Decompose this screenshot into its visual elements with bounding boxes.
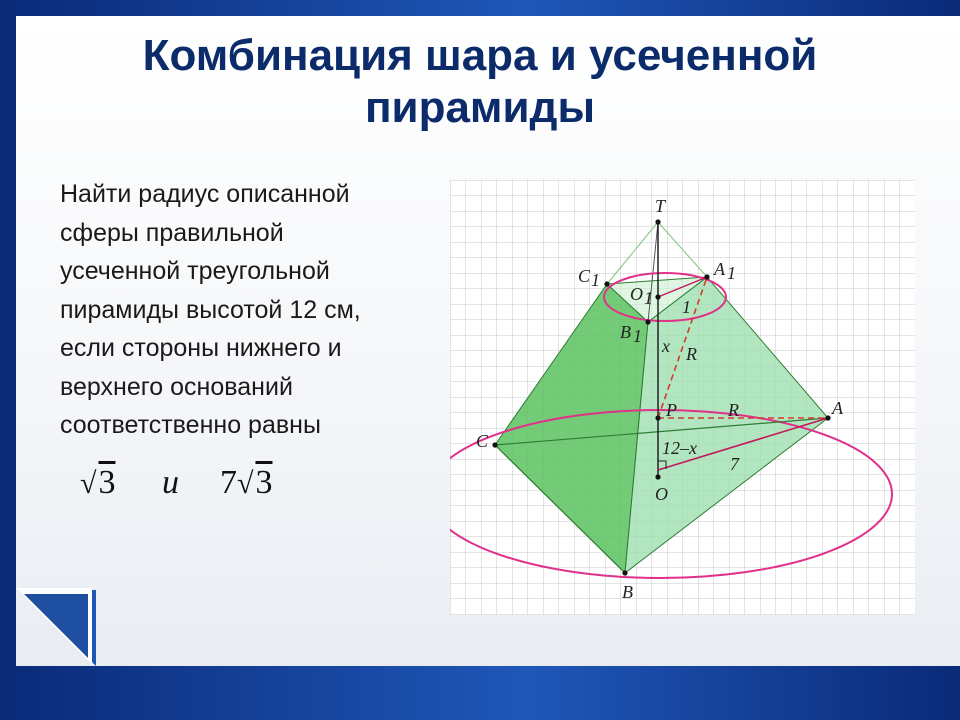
point <box>655 415 660 420</box>
conjunction: и <box>162 464 179 501</box>
label-O: O <box>655 484 668 504</box>
point <box>645 319 650 324</box>
problem-line: соответственно равны <box>60 411 321 439</box>
seven-sqrt-three: 7√3 <box>220 464 273 501</box>
label-B: B <box>622 582 633 602</box>
label-sub: 1 <box>591 270 600 290</box>
label-B1: B <box>620 322 631 342</box>
problem-line: сферы правильной <box>60 218 284 247</box>
label-12-x: 12–x <box>662 438 697 458</box>
label-P: P <box>666 400 677 420</box>
label-seven: 7 <box>730 454 739 474</box>
label-R-mid: R <box>728 400 739 420</box>
label-sub: 1 <box>727 263 736 283</box>
pyramid-figure <box>450 180 915 615</box>
label-T: T <box>655 196 666 216</box>
point <box>492 442 497 447</box>
label-one: 1 <box>682 297 691 317</box>
label-sub: 1 <box>633 326 642 346</box>
problem-line: если стороны нижнего и <box>60 334 342 362</box>
label-C: C <box>476 431 489 451</box>
label-x: x <box>662 336 670 356</box>
label-sub: 1 <box>644 288 653 308</box>
point <box>622 570 627 575</box>
problem-line: верхнего оснований <box>60 372 293 401</box>
label-A: A <box>832 398 843 418</box>
label-C1: C <box>578 266 591 286</box>
page-corner-icon <box>0 570 100 666</box>
point <box>604 281 609 286</box>
pyramid-diagram <box>450 180 915 615</box>
point <box>704 274 709 279</box>
problem-line: Найти радиус описанной <box>60 180 350 208</box>
label-A1: A <box>714 259 725 279</box>
point <box>655 219 660 224</box>
problem-text <box>60 175 440 445</box>
slide-title: Комбинация шара и усеченной пирамиды <box>142 31 818 132</box>
label-R-upper: R <box>686 344 697 364</box>
problem-line: усеченной треугольной <box>60 257 330 285</box>
label-O1: O <box>630 284 643 304</box>
point <box>655 294 660 299</box>
problem-line: пирамиды высотой 12 см, <box>60 295 361 324</box>
sqrt-three: √3 <box>80 464 116 501</box>
point <box>825 415 830 420</box>
point <box>655 474 660 479</box>
